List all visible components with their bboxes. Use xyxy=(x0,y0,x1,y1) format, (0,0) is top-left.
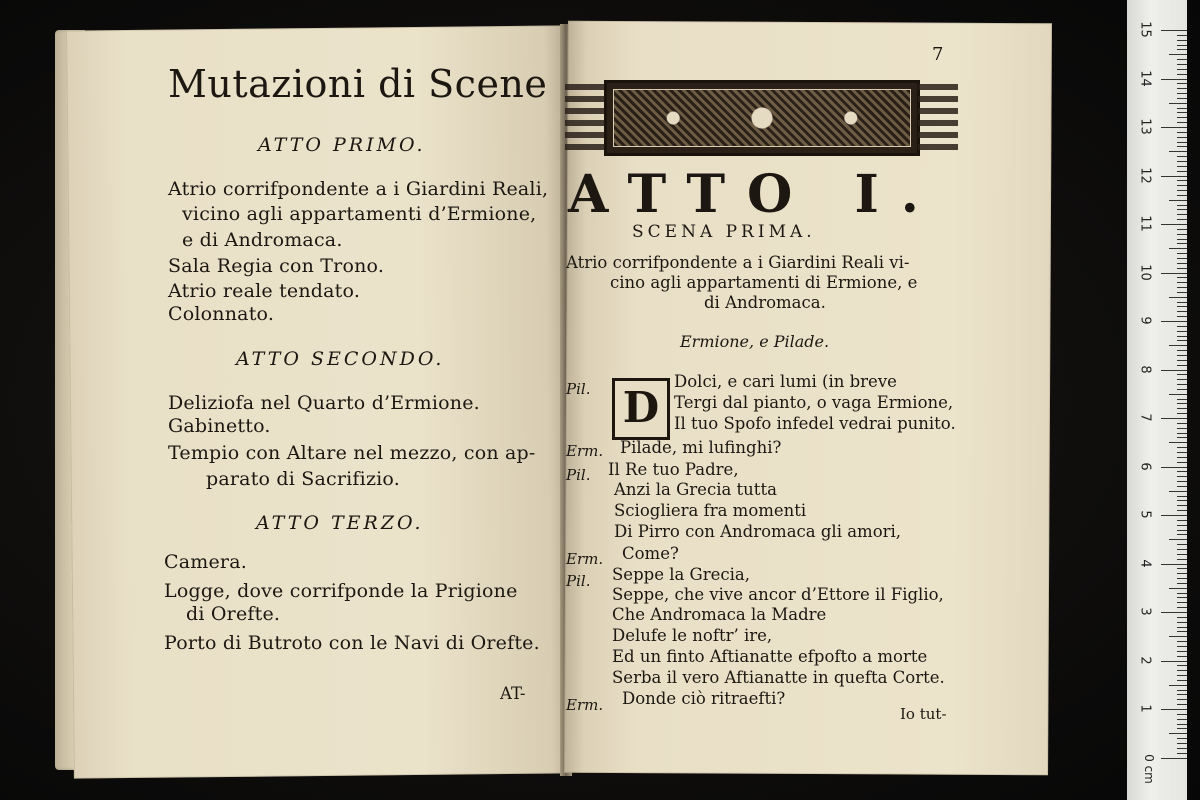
ruler-tick xyxy=(1177,88,1187,89)
ruler-tick xyxy=(1177,384,1187,385)
ruler-number: 14 xyxy=(1137,69,1153,87)
ruler-tick xyxy=(1177,728,1187,729)
ruler-tick xyxy=(1177,651,1187,652)
ruler-tick xyxy=(1177,462,1187,463)
scene-line: parato di Sacrifizio. xyxy=(206,468,400,490)
ruler-tick xyxy=(1177,694,1187,695)
characters-line: Ermione, e Pilade. xyxy=(680,332,830,351)
catchword: Io tut- xyxy=(900,705,947,723)
ruler-tick xyxy=(1177,675,1187,676)
ruler-tick xyxy=(1169,442,1187,443)
ruler-number: 9 xyxy=(1137,316,1153,325)
ruler-tick xyxy=(1177,607,1187,608)
ruler-tick xyxy=(1169,539,1187,540)
scene-line: Colonnato. xyxy=(168,303,275,325)
dialogue-line: Che Andromaca la Madre xyxy=(612,605,827,624)
ruler-tick xyxy=(1177,719,1187,720)
ruler-tick xyxy=(1177,428,1187,429)
ruler-tick xyxy=(1177,457,1187,458)
ruler-tick xyxy=(1177,447,1187,448)
ruler-tick xyxy=(1177,704,1187,705)
ruler-tick xyxy=(1177,171,1187,172)
ruler-tick xyxy=(1177,597,1187,598)
woodcut-ornament-icon xyxy=(604,80,920,156)
ruler-tick xyxy=(1177,146,1187,147)
act-heading: ATTO TERZO. xyxy=(256,512,424,534)
ruler-tick xyxy=(1177,49,1187,50)
dialogue-line: Di Pirro con Andromaca gli amori, xyxy=(614,522,902,541)
ruler-tick xyxy=(1177,554,1187,555)
ruler-tick xyxy=(1177,69,1187,70)
ruler-tick xyxy=(1177,627,1187,628)
ruler-tick xyxy=(1161,30,1187,31)
ruler-tick xyxy=(1177,544,1187,545)
ruler-tick xyxy=(1177,690,1187,691)
ruler-unit-label: 0 cm xyxy=(1141,754,1156,784)
dialogue-line: Anzi la Grecia tutta xyxy=(614,480,777,499)
dialogue-line: Pilade, mi lufinghi? xyxy=(620,438,782,457)
ruler-tick xyxy=(1177,35,1187,36)
ruler-tick xyxy=(1177,486,1187,487)
ruler-tick xyxy=(1177,122,1187,123)
ruler-tick xyxy=(1177,646,1187,647)
ruler-tick xyxy=(1177,510,1187,511)
act-heading: ATTO PRIMO. xyxy=(258,134,426,156)
ornament-right-flourish-icon xyxy=(918,80,958,150)
ruler-tick xyxy=(1177,180,1187,181)
scene-line: Tempio con Altare nel mezzo, con ap- xyxy=(168,442,536,464)
ruler-tick xyxy=(1177,573,1187,574)
ruler-tick xyxy=(1177,481,1187,482)
ruler-number: 3 xyxy=(1137,607,1153,616)
ruler-tick xyxy=(1177,374,1187,375)
ruler-tick xyxy=(1177,496,1187,497)
ruler-tick xyxy=(1177,64,1187,65)
speaker-label: Pil. xyxy=(566,380,591,398)
ruler-tick xyxy=(1177,108,1187,109)
ruler-tick xyxy=(1177,641,1187,642)
ruler-tick xyxy=(1177,185,1187,186)
ruler-tick xyxy=(1177,292,1187,293)
ruler-tick xyxy=(1177,452,1187,453)
ruler-tick xyxy=(1169,151,1187,152)
ruler-tick xyxy=(1169,636,1187,637)
ruler-tick xyxy=(1177,423,1187,424)
page-number: 7 xyxy=(932,44,944,65)
ruler-tick xyxy=(1177,311,1187,312)
ruler-tick xyxy=(1177,437,1187,438)
ruler-number: 15 xyxy=(1137,21,1153,38)
ruler-tick xyxy=(1177,500,1187,501)
ruler-tick xyxy=(1161,564,1187,565)
ruler-tick xyxy=(1177,287,1187,288)
dialogue-line: Donde ciò ritraefti? xyxy=(622,689,786,708)
ruler-tick xyxy=(1177,132,1187,133)
ruler-tick xyxy=(1177,340,1187,341)
ruler-tick xyxy=(1177,253,1187,254)
ruler-tick xyxy=(1177,743,1187,744)
ruler-tick xyxy=(1177,350,1187,351)
catchword: AT- xyxy=(500,684,526,703)
ruler-tick xyxy=(1177,670,1187,671)
ruler-tick xyxy=(1177,471,1187,472)
ruler-tick xyxy=(1177,161,1187,162)
ruler-tick xyxy=(1177,239,1187,240)
ruler-tick xyxy=(1177,355,1187,356)
ruler-tick xyxy=(1177,714,1187,715)
ruler-tick xyxy=(1169,588,1187,589)
ruler-tick xyxy=(1177,365,1187,366)
ruler-tick xyxy=(1177,413,1187,414)
ruler-tick xyxy=(1177,748,1187,749)
scene-line: di Orefte. xyxy=(186,603,281,625)
ruler-tick xyxy=(1177,258,1187,259)
ruler-tick xyxy=(1177,316,1187,317)
ruler-tick xyxy=(1169,248,1187,249)
ruler-tick xyxy=(1177,602,1187,603)
ruler-tick xyxy=(1177,166,1187,167)
ruler-tick xyxy=(1177,665,1187,666)
page-title: Mutazioni di Scene xyxy=(168,62,548,106)
ruler-tick xyxy=(1161,127,1187,128)
ruler-tick xyxy=(1177,525,1187,526)
ruler-tick xyxy=(1161,321,1187,322)
scene-line: Logge, dove corrifponde la Prigione xyxy=(164,580,518,602)
ruler-tick xyxy=(1177,593,1187,594)
ruler-number: 6 xyxy=(1137,461,1153,471)
ruler-tick xyxy=(1177,45,1187,46)
ruler-tick xyxy=(1177,568,1187,569)
ruler-tick xyxy=(1177,306,1187,307)
dialogue-line: Serba il vero Aftianatte in quefta Corte. xyxy=(612,668,945,687)
ruler-tick xyxy=(1161,467,1187,468)
ruler-tick xyxy=(1177,117,1187,118)
measurement-ruler xyxy=(1127,0,1187,800)
scene-line: Gabinetto. xyxy=(168,415,271,437)
ruler-tick xyxy=(1177,559,1187,560)
scene-line: e di Andromaca. xyxy=(182,229,343,251)
ruler-tick xyxy=(1177,403,1187,404)
ruler-number: 12 xyxy=(1137,166,1153,184)
ruler-tick xyxy=(1177,98,1187,99)
ruler-tick xyxy=(1177,530,1187,531)
scene-line: Atrio corrifpondente a i Giardini Reali, xyxy=(168,178,549,200)
decorated-initial: D xyxy=(612,378,670,440)
ruler-tick xyxy=(1177,59,1187,60)
ruler-number: 11 xyxy=(1137,215,1153,232)
ruler-tick xyxy=(1177,209,1187,210)
setting-line: Atrio corrifpondente a i Giardini Reali vi- xyxy=(566,253,910,272)
dialogue-line: Delufe le noftr’ ire, xyxy=(612,626,773,645)
setting-line: di Andromaca. xyxy=(704,293,826,312)
dialogue-line: Il tuo Spofo infedel vedrai punito. xyxy=(674,414,956,433)
ruler-tick xyxy=(1177,93,1187,94)
ruler-tick xyxy=(1169,491,1187,492)
ruler-tick xyxy=(1161,612,1187,613)
ruler-tick xyxy=(1161,661,1187,662)
ruler-tick xyxy=(1177,699,1187,700)
ruler-tick xyxy=(1177,583,1187,584)
ruler-number: 4 xyxy=(1137,558,1153,568)
ruler-tick xyxy=(1177,234,1187,235)
scene-line: Deliziofa nel Quarto d’Ermione. xyxy=(168,392,480,414)
ruler-tick xyxy=(1169,297,1187,298)
act-title: ATTO I. xyxy=(568,164,941,225)
ruler-tick xyxy=(1161,418,1187,419)
ruler-number: 5 xyxy=(1137,510,1153,519)
dialogue-line: Seppe la Grecia, xyxy=(612,565,750,584)
ruler-tick xyxy=(1169,200,1187,201)
ruler-tick xyxy=(1177,631,1187,632)
ruler-tick xyxy=(1177,534,1187,535)
ruler-tick xyxy=(1177,617,1187,618)
ruler-tick xyxy=(1177,680,1187,681)
speaker-label: Erm. xyxy=(566,442,604,460)
ruler-tick xyxy=(1169,54,1187,55)
ruler-tick xyxy=(1177,656,1187,657)
ruler-tick xyxy=(1177,408,1187,409)
ruler-tick xyxy=(1177,190,1187,191)
ruler-tick xyxy=(1177,336,1187,337)
ruler-number: 1 xyxy=(1137,704,1153,713)
ruler-tick xyxy=(1169,103,1187,104)
ruler-number: 8 xyxy=(1137,364,1153,374)
ruler-tick xyxy=(1177,263,1187,264)
scene-line: Atrio reale tendato. xyxy=(168,280,361,302)
scene-line: vicino agli appartamenti d’Ermione, xyxy=(182,203,537,225)
ruler-tick xyxy=(1177,137,1187,138)
ruler-tick xyxy=(1177,724,1187,725)
dialogue-line: Il Re tuo Padre, xyxy=(608,460,739,479)
dialogue-line: Tergi dal pianto, o vaga Ermione, xyxy=(674,393,954,412)
speaker-label: Erm. xyxy=(566,696,604,714)
ruler-tick xyxy=(1161,758,1187,759)
dialogue-line: Dolci, e cari lumi (in breve xyxy=(674,372,897,391)
speaker-label: Pil. xyxy=(566,466,591,484)
ruler-tick xyxy=(1177,195,1187,196)
ruler-tick xyxy=(1177,360,1187,361)
ruler-tick xyxy=(1161,709,1187,710)
ruler-tick xyxy=(1177,753,1187,754)
ruler-tick xyxy=(1177,302,1187,303)
ruler-tick xyxy=(1161,79,1187,80)
ruler-tick xyxy=(1177,578,1187,579)
ruler-tick xyxy=(1161,176,1187,177)
speaker-label: Erm. xyxy=(566,550,604,568)
ruler-tick xyxy=(1177,738,1187,739)
setting-line: cino agli appartamenti di Ermione, e xyxy=(610,273,918,292)
ruler-number: 10 xyxy=(1137,263,1153,281)
ruler-tick xyxy=(1161,370,1187,371)
ruler-tick xyxy=(1177,277,1187,278)
ornament-left-flourish-icon xyxy=(565,80,605,150)
ruler-tick xyxy=(1177,389,1187,390)
ruler-tick xyxy=(1169,394,1187,395)
ruler-number: 13 xyxy=(1137,118,1153,135)
scene-title: SCENA PRIMA. xyxy=(632,222,816,242)
speaker-label: Pil. xyxy=(566,572,591,590)
dialogue-line: Ed un finto Aftianatte efpofto a morte xyxy=(612,647,928,666)
ruler-tick xyxy=(1169,345,1187,346)
ruler-tick xyxy=(1177,112,1187,113)
ruler-tick xyxy=(1169,685,1187,686)
ruler-tick xyxy=(1177,476,1187,477)
ruler-tick xyxy=(1177,399,1187,400)
ruler-tick xyxy=(1177,205,1187,206)
ruler-tick xyxy=(1177,622,1187,623)
ruler-tick xyxy=(1177,520,1187,521)
scene-line: Porto di Butroto con le Navi di Orefte. xyxy=(164,632,540,654)
ruler-tick xyxy=(1169,733,1187,734)
ruler-tick xyxy=(1177,505,1187,506)
ruler-tick xyxy=(1177,326,1187,327)
dialogue-line: Come? xyxy=(622,544,679,563)
ruler-number: 2 xyxy=(1137,655,1153,665)
ruler-tick xyxy=(1177,549,1187,550)
ruler-number: 7 xyxy=(1137,413,1153,422)
ruler-tick xyxy=(1161,515,1187,516)
ruler-tick xyxy=(1177,214,1187,215)
ruler-tick xyxy=(1177,229,1187,230)
ruler-tick xyxy=(1177,243,1187,244)
ruler-tick xyxy=(1177,219,1187,220)
ruler-tick xyxy=(1161,224,1187,225)
ruler-tick xyxy=(1177,142,1187,143)
scene-line: Sala Regia con Trono. xyxy=(168,255,385,277)
ruler-tick xyxy=(1177,331,1187,332)
ruler-tick xyxy=(1177,433,1187,434)
scene-line: Camera. xyxy=(164,551,247,573)
ruler-tick xyxy=(1177,282,1187,283)
dialogue-line: Sciogliera fra momenti xyxy=(614,501,807,520)
ruler-tick xyxy=(1177,156,1187,157)
ruler-tick xyxy=(1177,40,1187,41)
ruler-tick xyxy=(1177,268,1187,269)
ruler-tick xyxy=(1177,74,1187,75)
ruler-tick xyxy=(1161,273,1187,274)
ruler-tick xyxy=(1177,83,1187,84)
dialogue-line: Seppe, che vive ancor d’Ettore il Figlio, xyxy=(612,585,944,604)
ruler-tick xyxy=(1177,379,1187,380)
act-heading: ATTO SECONDO. xyxy=(236,348,445,370)
